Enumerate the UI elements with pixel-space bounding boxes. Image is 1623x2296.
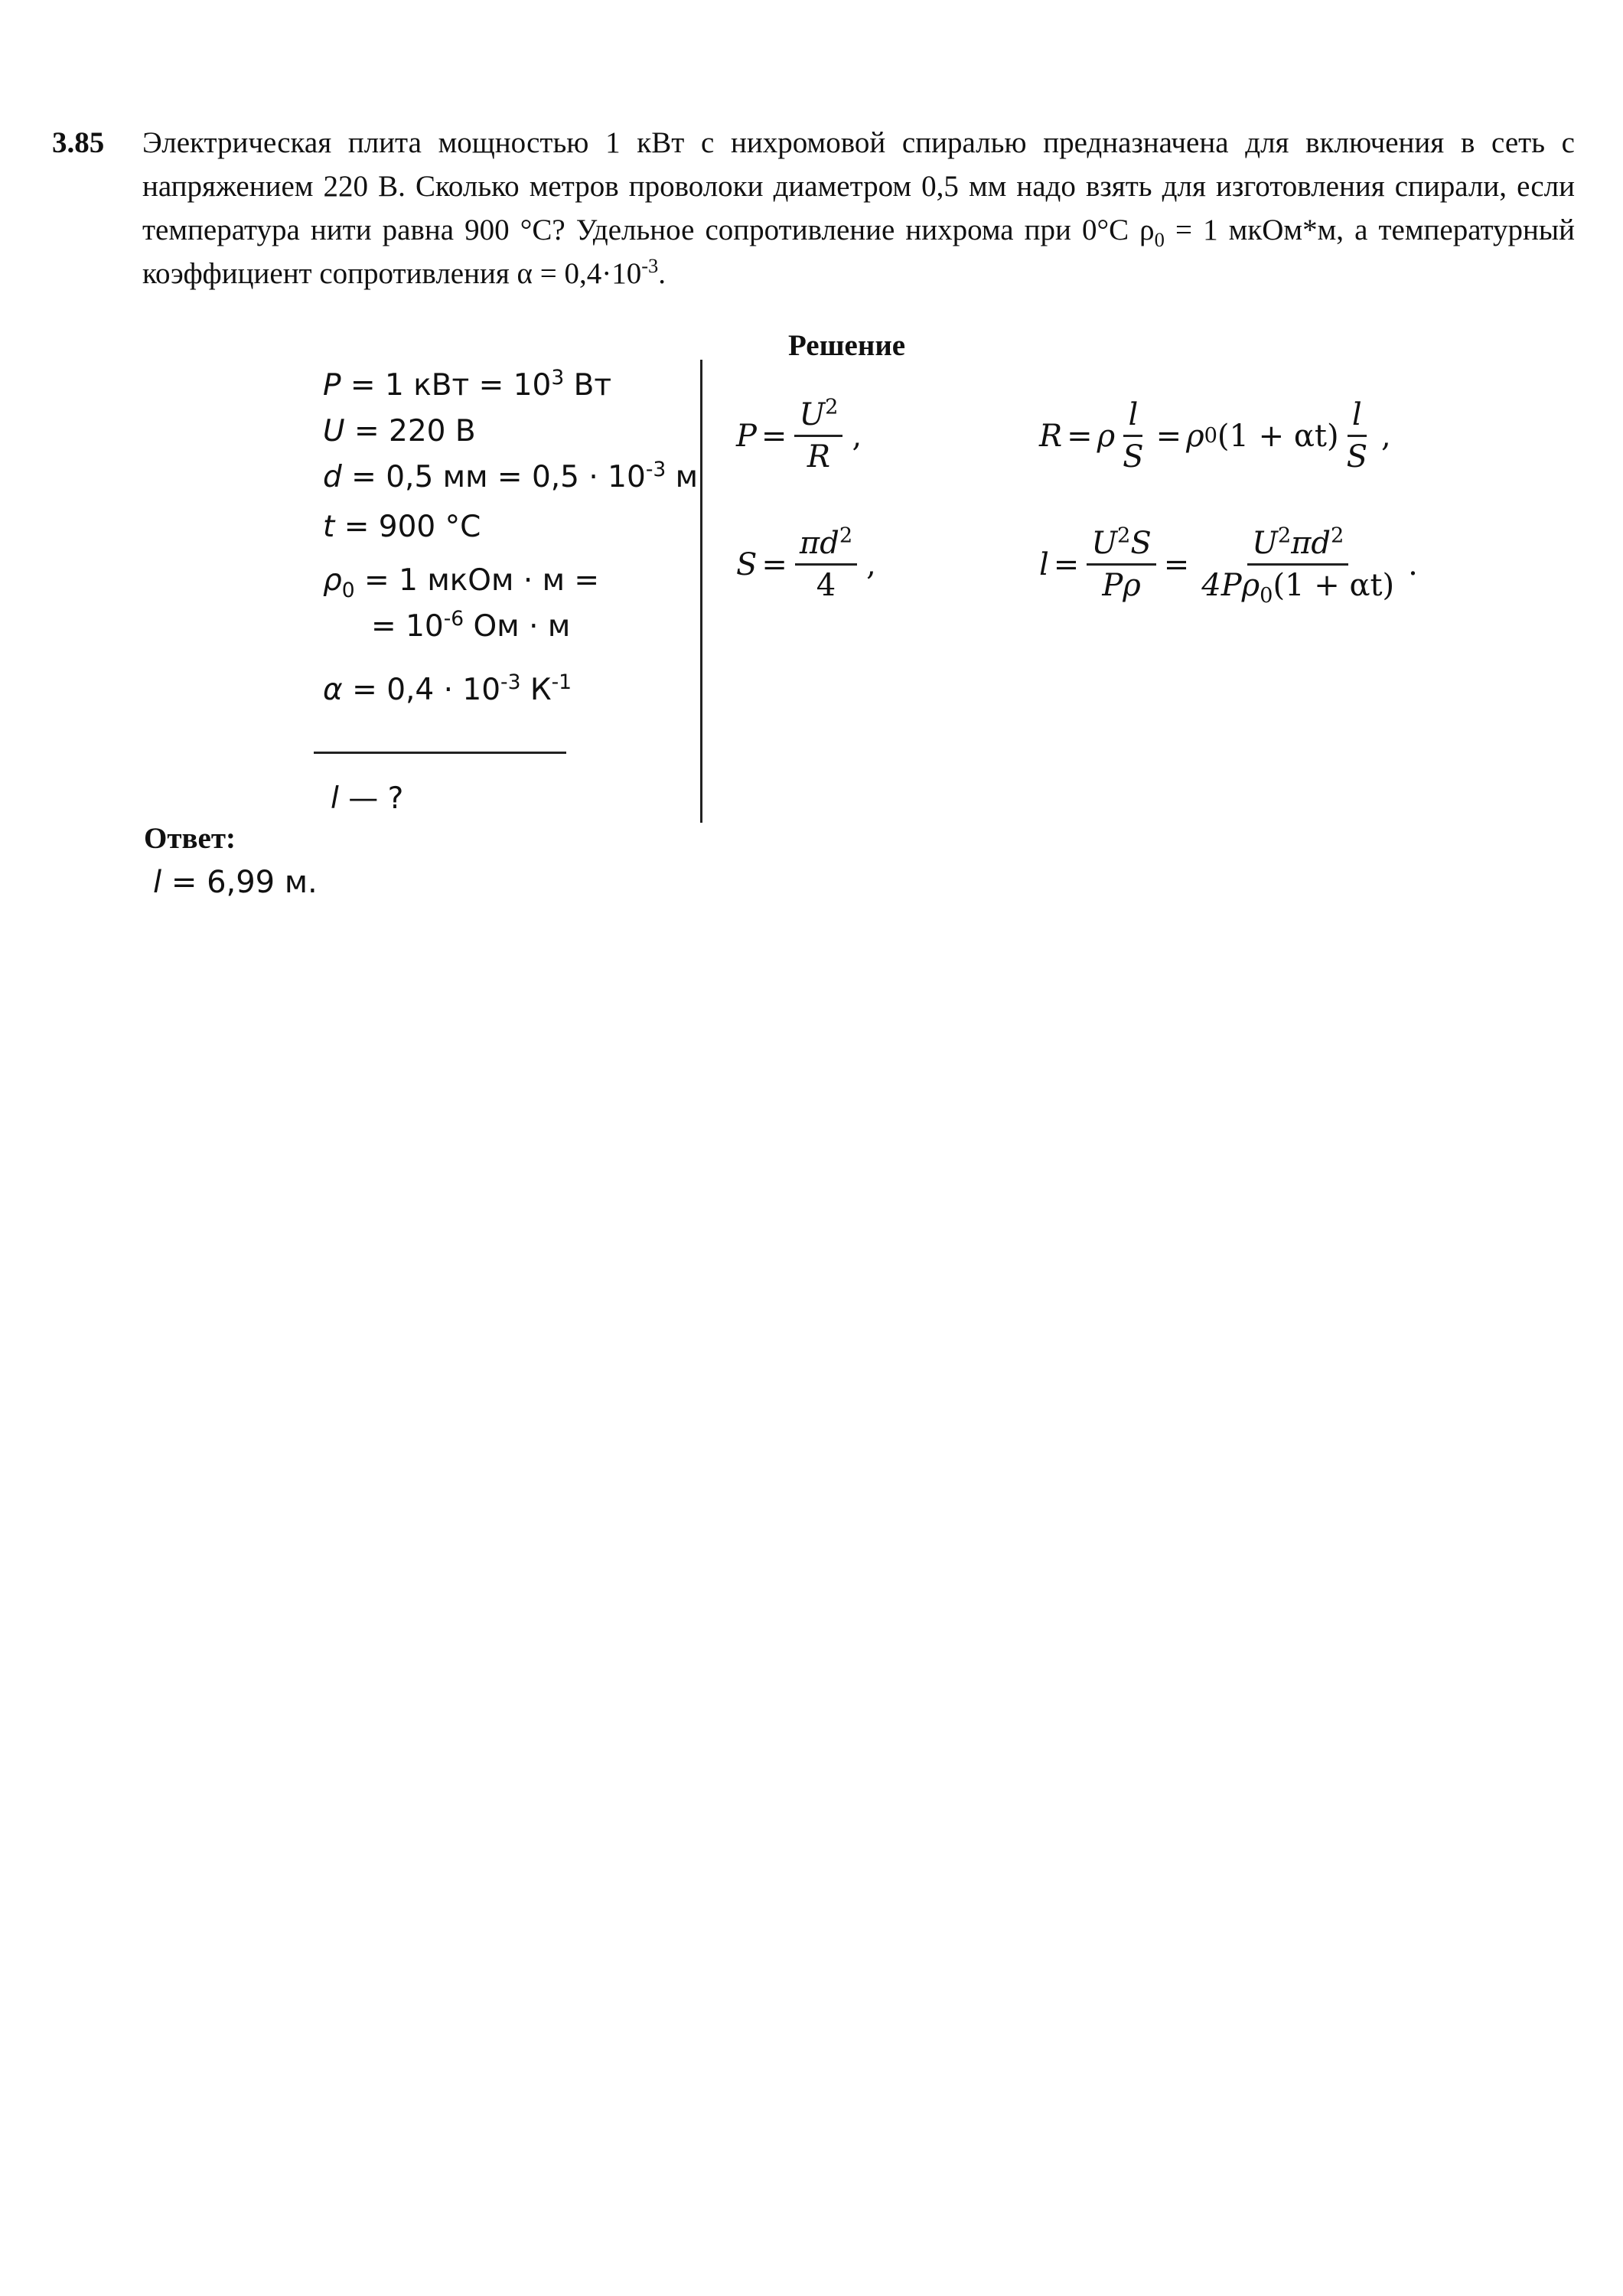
alpha-exponent: -3 [641, 254, 659, 277]
problem-text-part3: . [658, 257, 666, 290]
answer-value: l = 6,99 м. [153, 865, 318, 900]
problem-text-part1: Электрическая плита мощностью 1 кВт с нихромовой спиралью предназначена для включения в сеть с напряжением 220 В. Сколько метров проволоки диаметром 0,5 мм надо взять для изготовления спирали, если температура нити равна 900 °С? Удельное сопротивление нихрома при 0°С ρ [142, 126, 1575, 246]
given-temperature: t = 900 °С [323, 510, 481, 544]
problem-text-part2: = 1 мкОм*м, а температурный коэффициент сопротивления α = 0,4·10 [142, 214, 1575, 290]
problem-number: 3.85 [52, 126, 105, 159]
given-power: P = 1 кВт = $10^3$ Вт [323, 366, 612, 403]
given-unknown: l — ? [331, 781, 404, 816]
fraction: $\frac{U^2}{R}$ [794, 398, 842, 474]
formula-power: P = $\frac{U^2}{R}$ , [736, 395, 862, 475]
given-alpha: $\alpha = 0,4 \cdot 10^{-3}$ $К^{-1}$ [323, 670, 572, 707]
given-divider-line [314, 752, 566, 754]
column-divider [700, 360, 702, 823]
given-resistivity: $\rho_0 = 1$ мкОм · м = [323, 563, 600, 602]
rho-subscript: 0 [1154, 227, 1165, 251]
fraction: $\frac{\pi d^2}{4}$ [795, 527, 857, 602]
solution-heading: Решение [788, 329, 906, 362]
given-resistivity-si: = $10^{-6}$ Ом · м [371, 607, 571, 644]
fraction: $\frac{l}{S}$ [1346, 397, 1368, 475]
given-voltage: U = 220 В [323, 414, 476, 448]
formula-area: S = $\frac{\pi d^2}{4}$ , [736, 523, 876, 603]
fraction: $\frac{U^2\pi d^2}{4P\rho_0(1 + \alpha t)}$ [1201, 523, 1395, 608]
formula-length: l = $\frac{U^2S}{P\rho}$ = $\frac{U^2\pi d^2}{4P\rho_0(1 + \alpha t)}$ . [1039, 523, 1418, 608]
problem-text [142, 121, 1575, 295]
given-diameter: d = 0,5 мм = $0,5 \cdot 10^{-3}$ м [323, 458, 699, 494]
answer-heading: Ответ: [144, 822, 236, 855]
fraction: $\frac{U^2S}{P\rho}$ [1087, 527, 1155, 602]
fraction: $\frac{l}{S}$ [1123, 397, 1144, 475]
formula-resistance: R = ρ $\frac{l}{S}$ = ρ 0 (1 + αt) $\frac{l}{S}$ , [1039, 397, 1391, 475]
